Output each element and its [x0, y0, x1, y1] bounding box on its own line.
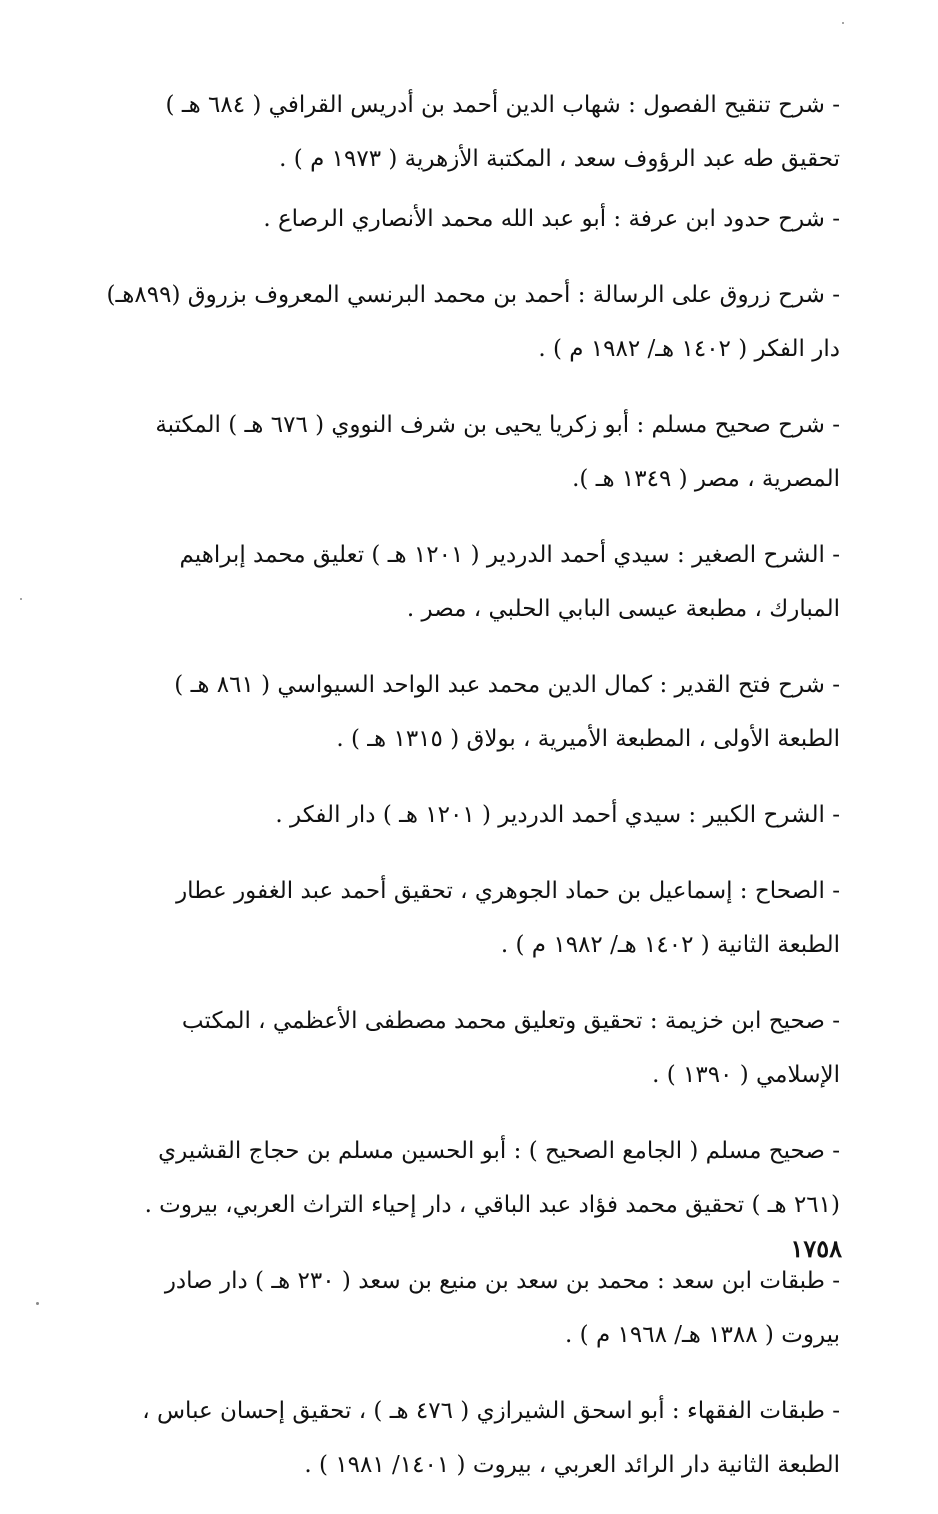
scan-speck	[20, 598, 22, 600]
bibliography-entry	[90, 1254, 840, 1362]
bibliography-entry	[90, 864, 840, 972]
scan-speck	[842, 22, 844, 24]
entry-line: الطبعة الثانية ( ١٤٠٢ هـ/ ١٩٨٢ م ) .	[500, 932, 840, 958]
entry-line: - طبقات ابن سعد : محمد بن سعد بن منيع بن سعد ( ٢٣٠ هـ ) دار صادر	[164, 1268, 840, 1294]
bibliography-entry	[90, 1384, 840, 1492]
bibliography-entry	[90, 788, 840, 842]
entry-line: بيروت ( ١٣٨٨ هـ/ ١٩٦٨ م ) .	[565, 1322, 840, 1348]
entry-line: - شرح فتح القدير : كمال الدين محمد عبد الواحد السيواسي ( ٨٦١ هـ )	[174, 672, 840, 698]
bibliography-list	[90, 78, 840, 1514]
entry-line: - شرح تنقيح الفصول : شهاب الدين أحمد بن أدريس القرافي ( ٦٨٤ هـ )	[165, 92, 840, 118]
entry-line: الطبعة الأولى ، المطبعة الأميرية ، بولاق ( ١٣١٥ هـ ) .	[336, 726, 840, 752]
scan-speck	[36, 1302, 39, 1305]
bibliography-entry	[90, 528, 840, 636]
entry-line: تحقيق طه عبد الرؤوف سعد ، المكتبة الأزهرية ( ١٩٧٣ م ) .	[279, 146, 840, 172]
entry-line: (٢٦١ هـ ) تحقيق محمد فؤاد عبد الباقي ، دار إحياء التراث العربي، بيروت .	[144, 1192, 840, 1218]
bibliography-entry	[90, 1124, 840, 1232]
entry-line: - صحيح ابن خزيمة : تحقيق وتعليق محمد مصطفى الأعظمي ، المكتب	[181, 1008, 840, 1034]
entry-line: دار الفكر ( ١٤٠٢ هـ/ ١٩٨٢ م ) .	[538, 336, 840, 362]
bibliography-entry	[90, 658, 840, 766]
entry-line: المبارك ، مطبعة عيسى البابي الحلبي ، مصر .	[406, 596, 840, 622]
bibliography-entry	[90, 994, 840, 1102]
entry-line: الطبعة الثانية دار الرائد العربي ، بيروت ( ١٤٠١/ ١٩٨١ ) .	[304, 1452, 840, 1478]
entry-line: - صحيح مسلم ( الجامع الصحيح ) : أبو الحسين مسلم بن حجاج القشيري	[158, 1138, 840, 1164]
bibliography-entry	[90, 268, 840, 376]
entry-line: - شرح صحيح مسلم : أبو زكريا يحيى بن شرف النووي ( ٦٧٦ هـ ) المكتبة	[155, 412, 840, 438]
entry-line: - شرح زروق على الرسالة : أحمد بن محمد البرنسي المعروف بزروق (٨٩٩هـ)	[106, 282, 840, 308]
entry-line: - طبقات الفقهاء : أبو اسحق الشيرازي ( ٤٧٦ هـ ) ، تحقيق إحسان عباس ،	[142, 1398, 840, 1424]
bibliography-entry	[90, 78, 840, 186]
entry-line: المصرية ، مصر ( ١٣٤٩ هـ ).	[572, 466, 840, 492]
entry-line: - الشرح الصغير : سيدي أحمد الدردير ( ١٢٠١ هـ ) تعليق محمد إبراهيم	[179, 542, 840, 568]
entry-line: الإسلامي ( ١٣٩٠ ) .	[652, 1062, 840, 1088]
bibliography-entry	[90, 398, 840, 506]
entry-line: - الشرح الكبير : سيدي أحمد الدردير ( ١٢٠١ هـ ) دار الفكر .	[275, 802, 840, 828]
entry-line: - الصحاح : إسماعيل بن حماد الجوهري ، تحقيق أحمد عبد الغفور عطار	[176, 878, 840, 904]
page-number: ١٧٥٨	[790, 1234, 842, 1263]
entry-line: - شرح حدود ابن عرفة : أبو عبد الله محمد الأنصاري الرصاع .	[263, 206, 840, 232]
bibliography-entry	[90, 192, 840, 246]
